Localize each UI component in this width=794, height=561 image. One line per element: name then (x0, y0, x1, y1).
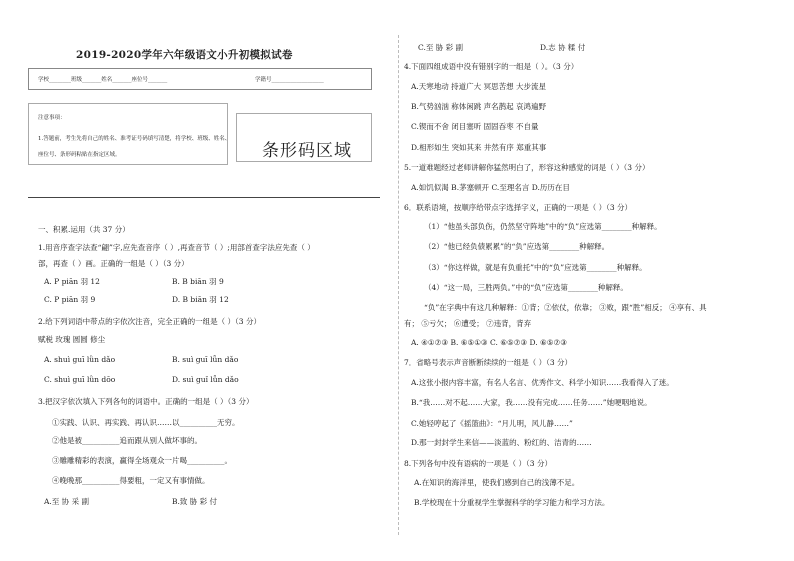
q3-sentence-4: ④晚晚那__________得要粗，一定又有事情做。 (52, 476, 210, 485)
q7-option-b: B.“我……对不起……大家，我……没有完成……任务……”她哽咽地说。 (411, 398, 652, 407)
q2-option-b: B. suì guī lǚn dǎo (172, 355, 239, 364)
q7-option-a: A.这张小报内容丰富，有名人名言、优秀作文、科学小知识……我看得入了迷。 (411, 378, 674, 387)
q7-option-c: C.她轻哼起了《摇篮曲》：“月儿明，风儿静……” (411, 419, 573, 428)
q5-stem: 5.一道难题经过老师讲解你猛然明白了，形容这种感觉的词是（ ）（3 分） (404, 163, 650, 172)
q7-option-d: D.那一封封学生来信——淡蓝的、粉红的、洁青的…… (411, 438, 592, 447)
q8-option-a: A.在知识的海洋里，使我们感到自己的浅薄不足。 (414, 478, 580, 487)
q3-sentence-2: ②他是被__________追而跟从别人做坏事的。 (52, 436, 202, 445)
q5-options: A.如饥似渴 B.茅塞顿开 C.至理名言 D.历历在目 (411, 183, 570, 192)
q6-options: A. ④①⑦③ B. ⑥⑤①③ C. ⑥⑤⑦③ D. ⑥⑤⑦③ (411, 338, 567, 347)
q2-option-d: D. suì guǐ lǚn dǎo (172, 375, 239, 384)
q4-option-d: D.相形如生 突如其来 井然有序 郑重其事 (411, 143, 547, 152)
q3-option-c: C.至 胁 彩 副 (418, 43, 464, 52)
notes-title: 注意事项： (38, 115, 66, 121)
q3-sentence-3: ③雕雕精彩的表演，赢得全场观众一片喝__________。 (52, 456, 232, 465)
page-title: 2019-2020学年六年级语文小升初模拟试卷 (76, 49, 293, 61)
q2-option-a: A. shuì guī lǜn dǎo (44, 355, 116, 364)
q6-item-4: （4）“这一局，三胜两负。”中的“负”应选第________种解释。 (424, 283, 628, 292)
student-info-fields: 学校________班级_______姓名_______座位号_______ (38, 77, 168, 83)
q1-option-d: D. B biān 羽 12 (172, 295, 229, 304)
q4-option-a: A.天寒地动 持道广大 冥思苦想 大步流星 (411, 82, 546, 91)
q4-option-b: B.气势汹汹 称体闲跳 声名鹊起 哀鸿遍野 (411, 102, 547, 111)
q4-stem: 4.下面四组成语中没有错别字的一组是（ ）。（3 分） (404, 62, 579, 71)
q6-item-1: （1）“他虽头部负伤，仍然坚守阵地”中的“负”应选第________种解释。 (424, 222, 662, 231)
section-heading: 一、积累.运用（共 37 分） (38, 225, 130, 234)
q2-option-c: C. shuì guī lǜn dōo (44, 375, 116, 384)
q8-stem: 8.下列各句中没有语病的一项是（ ）（3 分） (404, 459, 552, 468)
notes-line-1: 1.答题前，考生先将自己的姓名、准考证号码填写清楚，将学校、班级、姓名、 (38, 136, 231, 142)
q1-stem-line-2: 部，再查（ ）画。正确的一组是（ ）（3 分） (38, 259, 189, 268)
q4-option-c: C.锲而不舍 闭目塞听 固固吞枣 不自量 (411, 122, 539, 131)
q2-stem: 2.给下列词语中带点的字依次注音，完全正确的一组是（ ）（3 分） (38, 317, 261, 326)
q6-item-3: （3）“你这样做，就是有负重托”中的“负”应选第________种解释。 (424, 263, 647, 272)
q1-stem-line-1: 1.用音序查字法查“翩”字,应先查音序（ ）,再查音节（ ）;用部首查字法应先查（ ） (38, 243, 315, 252)
q3-option-d: D.志 协 糅 付 (540, 43, 586, 52)
q6-item-2: （2）“他已经负债累累”的“负”应选第________种解释。 (424, 242, 610, 251)
q7-stem: 7．省略号表示声音断断续续的一组是（ ）（3 分） (404, 358, 573, 367)
barcode-label: 条形码区域 (262, 141, 352, 161)
q8-option-b: B.学校现在十分重视学生掌握科学的学习能力和学习方法。 (414, 498, 610, 507)
q1-option-b: B. B biān 羽 9 (172, 277, 224, 286)
q6-stem: 6．联系语境，按顺序给带点字选择字义，正确的一项是（ ）（3 分） (404, 203, 633, 212)
q6-definitions-line-2: 有； ⑤亏欠； ⑥遭受； ⑦违背，背弃 (404, 319, 532, 328)
q6-definitions-line-1: “负”在字典中有这几种解释：①背；②依仗，依靠； ③败，跟“胜”相反； ④享有、具 (424, 303, 707, 312)
q3-stem: 3.把汉字依次填入下列各句的词语中。正确的一组是（ ）（3 分） (38, 397, 254, 406)
q3-option-b: B.致 胁 彩 付 (172, 497, 218, 506)
student-id-field: 学籍号___________________ (255, 77, 324, 83)
q3-option-a: A.至 协 采 副 (44, 497, 89, 506)
column-divider (398, 35, 399, 535)
q2-words: 赋税 玫瑰 圆圆 修尘 (38, 335, 106, 344)
q3-sentence-1: ①实践、认识、再实践、再认识……以__________无穷。 (52, 418, 240, 427)
q1-option-a: A. P piān 羽 12 (44, 277, 100, 286)
q1-option-c: C. P piān 羽 9 (44, 295, 96, 304)
header-divider (28, 197, 380, 198)
notes-line-2: 座位号、条形码粘贴在指定区域。 (38, 152, 121, 158)
